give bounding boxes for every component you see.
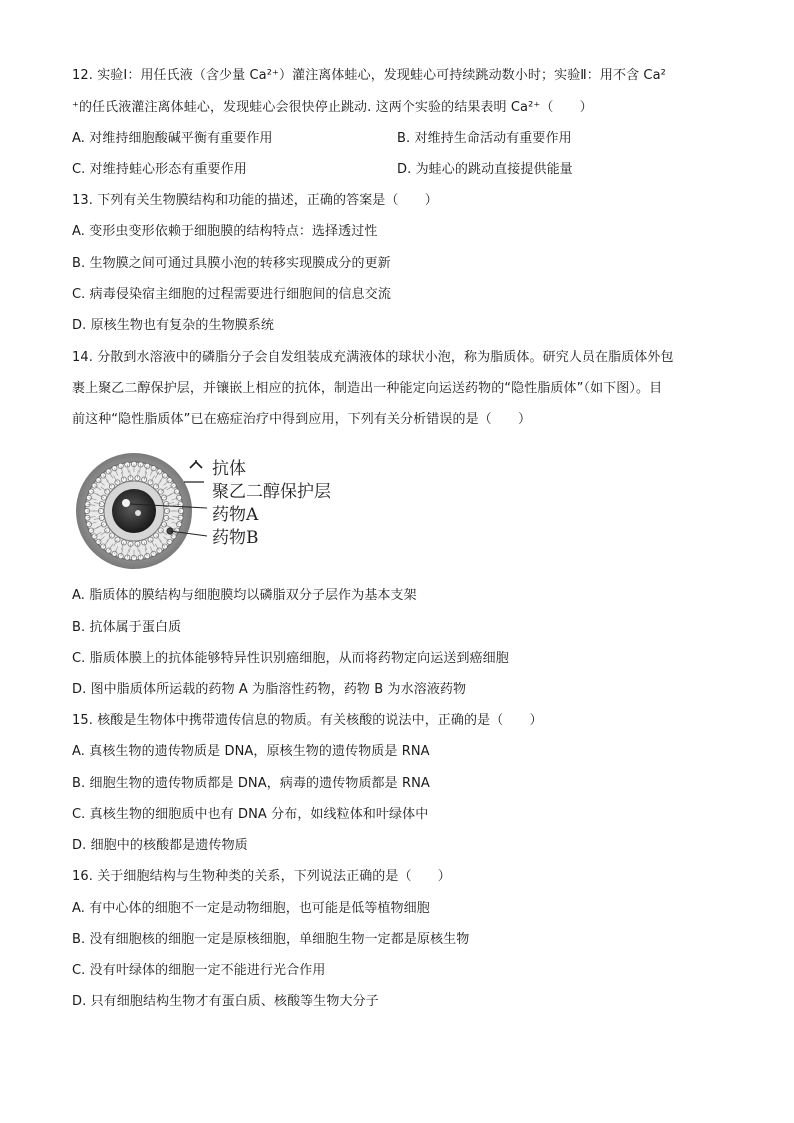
phospholipid-head	[157, 469, 162, 474]
q14-stem-line-3: 前这种“隐性脂质体”已在癌症治疗中得到应用，下列有关分析错误的是（ ）	[72, 412, 532, 427]
phospholipid-head	[171, 483, 176, 488]
q16-option-a: A. 有中心体的细胞不一定是动物细胞，也可能是低等植物细胞	[72, 901, 430, 916]
q12-option-b: B. 对维持生命活动有重要作用	[397, 131, 572, 146]
q14-option-c: C. 脂质体膜上的抗体能够特异性识别癌细胞，从而将药物定向运送到癌细胞	[72, 651, 509, 666]
phospholipid-head	[115, 537, 120, 542]
phospholipid-head	[148, 537, 153, 542]
q12-stem-line-2: ⁺的任氏液灌注离体蛙心，发现蛙心会很快停止跳动. 这两个实验的结果表明 Ca²⁺（ ）	[72, 100, 593, 115]
q13-option-d: D. 原核生物也有复杂的生物膜系统	[72, 318, 274, 333]
phospholipid-head	[89, 528, 94, 533]
phospholipid-head	[92, 534, 97, 539]
q13-option-a: A. 变形虫变形依赖于细胞膜的结构特点：选择透过性	[72, 224, 378, 239]
phospholipid-head	[118, 463, 123, 468]
phospholipid-head	[106, 469, 111, 474]
q16-option-d: D. 只有细胞结构生物才有蛋白质、核酸等生物大分子	[72, 994, 379, 1009]
label-peg-layer: 聚乙二醇保护层	[212, 482, 331, 502]
phospholipid-head	[101, 495, 106, 500]
q14-option-b: B. 抗体属于蛋白质	[72, 620, 182, 635]
q13-option-c: C. 病毒侵染宿主细胞的过程需要进行细胞间的信息交流	[72, 287, 391, 302]
drug-particle-2	[135, 510, 141, 516]
q15-option-d: D. 细胞中的核酸都是遗传物质	[72, 838, 248, 853]
q14-option-d: D. 图中脂质体所运载的药物 A 为脂溶性药物，药物 B 为水溶液药物	[72, 682, 467, 697]
label-drug-a: 药物A	[212, 505, 259, 525]
antibody-icon	[190, 460, 202, 468]
phospholipid-head	[99, 502, 104, 507]
phospholipid-head	[164, 515, 169, 520]
label-antibody: 抗体	[212, 459, 246, 479]
q14-stem-line-2: 裹上聚乙二醇保护层，并镶嵌上相应的抗体，制造出一种能定向运送药物的“隐性脂质体”（如下图）。目	[72, 381, 663, 396]
aqueous-core-shape	[112, 489, 156, 533]
q15-option-b: B. 细胞生物的遗传物质都是 DNA，病毒的遗传物质都是 RNA	[72, 776, 430, 791]
liposome-diagram	[72, 450, 382, 572]
phospholipid-head	[177, 495, 182, 500]
phospholipid-head	[99, 515, 104, 520]
q12-option-c: C. 对维持蛙心形态有重要作用	[72, 162, 247, 177]
phospholipid-head	[162, 495, 167, 500]
liposome-figure	[72, 450, 382, 572]
q16-option-b: B. 没有细胞核的细胞一定是原核细胞，单细胞生物一定都是原核生物	[72, 932, 470, 947]
q13-stem: 13. 下列有关生物膜结构和功能的描述，正确的答案是（ ）	[72, 193, 438, 208]
drug-a-particle	[122, 499, 130, 507]
q14-stem-line-1: 14. 分散到水溶液中的磷脂分子会自发组装成充满液体的球状小泡，称为脂质体。研究人员在脂质体外包	[72, 350, 674, 365]
q16-stem: 16. 关于细胞结构与生物种类的关系，下列说法正确的是（ ）	[72, 869, 451, 884]
label-drug-b: 药物B	[212, 528, 259, 548]
q12-option-a: A. 对维持细胞酸碱平衡有重要作用	[72, 131, 273, 146]
phospholipid-head	[157, 548, 162, 553]
phospholipid-head	[106, 548, 111, 553]
q16-option-c: C. 没有叶绿体的细胞一定不能进行光合作用	[72, 963, 326, 978]
q15-option-c: C. 真核生物的细胞质中也有 DNA 分布，如线粒体和叶绿体中	[72, 807, 429, 822]
q15-option-a: A. 真核生物的遗传物质是 DNA，原核生物的遗传物质是 RNA	[72, 744, 430, 759]
q15-stem: 15. 核酸是生物体中携带遗传信息的物质。有关核酸的说法中，正确的是（ ）	[72, 713, 543, 728]
phospholipid-head	[92, 483, 97, 488]
phospholipid-head	[145, 463, 150, 468]
q12-stem-line-1: 12. 实验Ⅰ：用任氏液（含少量 Ca²⁺）灌注离体蛙心，发现蛙心可持续跳动数小时；实验Ⅱ：用不含 Ca²	[72, 68, 666, 83]
q14-option-a: A. 脂质体的膜结构与细胞膜均以磷脂双分子层作为基本支架	[72, 588, 417, 603]
phospholipid-head	[171, 534, 176, 539]
q12-option-d: D. 为蛙心的跳动直接提供能量	[397, 162, 573, 177]
phospholipid-head	[177, 522, 182, 527]
q13-option-b: B. 生物膜之间可通过具膜小泡的转移实现膜成分的更新	[72, 256, 391, 271]
